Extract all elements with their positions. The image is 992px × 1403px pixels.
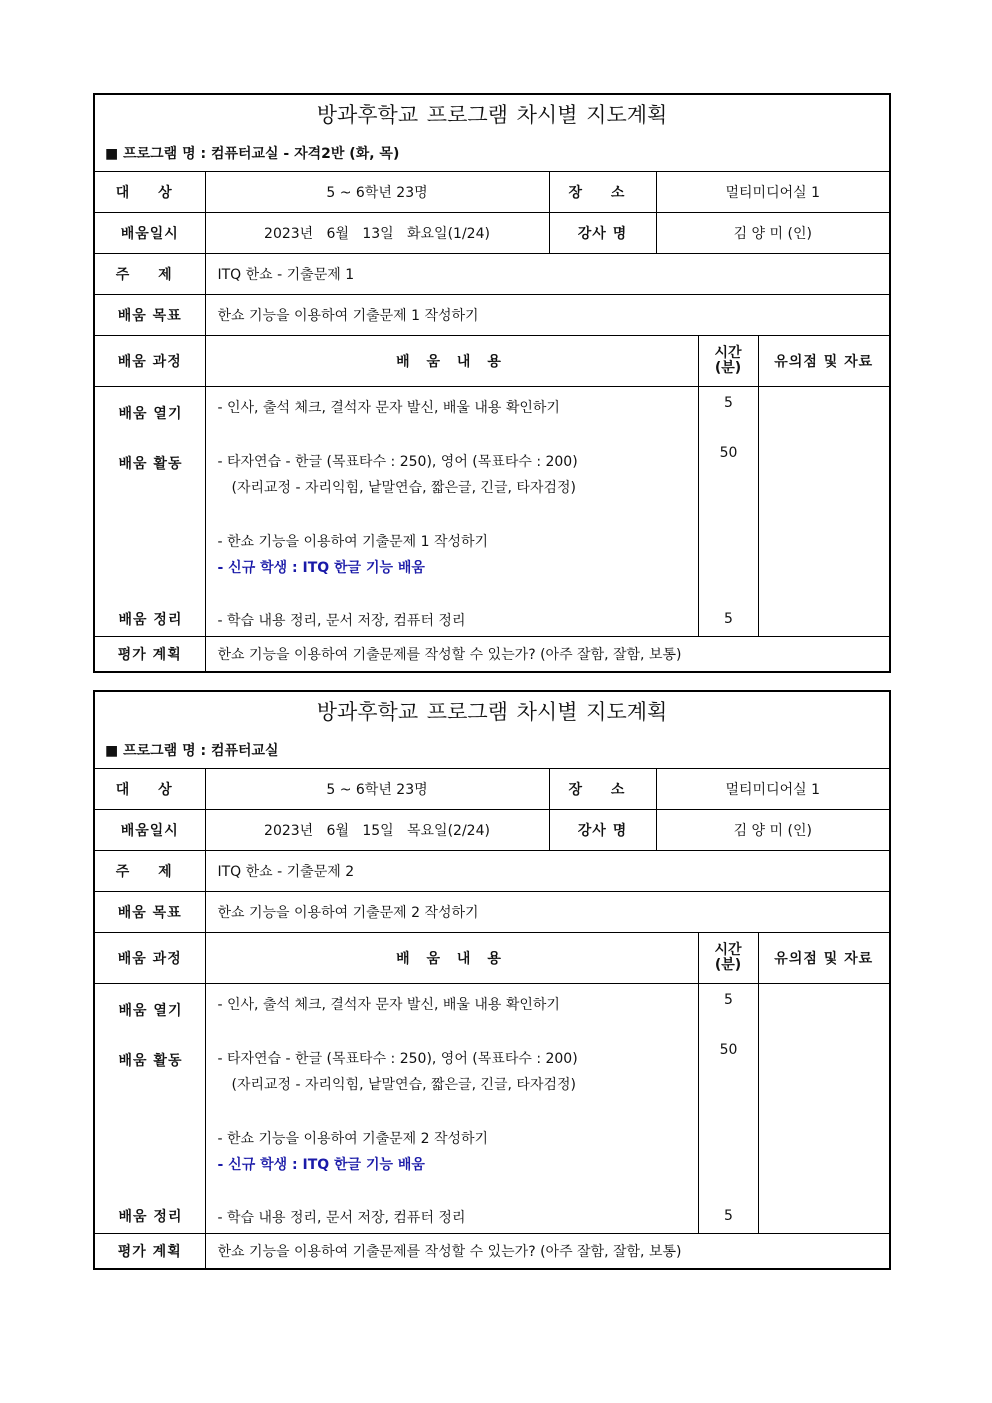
content-line-typing-sub: (자리교정 - 자리익힘, 낱말연습, 짧은글, 긴글, 타자검정)	[231, 480, 576, 496]
date-label: 배움일시	[94, 213, 205, 254]
topic-value: ITQ 한쇼 - 기출문제 1	[205, 254, 890, 295]
lesson-plan-2	[93, 690, 889, 1270]
time-close: 5	[724, 1208, 733, 1224]
stage-column	[94, 387, 205, 637]
content-line-close: - 학습 내용 정리, 문서 저장, 컴퓨터 정리	[217, 613, 466, 629]
stage-close: 배움 정리	[118, 612, 183, 628]
time-activity: 50	[719, 445, 738, 461]
date-value: 2023년 6월 15일 목요일(2/24)	[205, 810, 549, 851]
goal-value: 한쇼 기능을 이용하여 기출문제 1 작성하기	[205, 295, 890, 336]
content-line-task: - 한쇼 기능을 이용하여 기출문제 1 작성하기	[217, 534, 489, 550]
goal-label: 배움 목표	[94, 892, 205, 933]
lesson-plan-table	[93, 690, 891, 1270]
content-line-new-students: - 신규 학생 : ITQ 한글 기능 배움	[217, 560, 425, 576]
target-label: 대 상	[94, 769, 205, 810]
place-label: 장 소	[549, 769, 656, 810]
notes-column	[758, 984, 890, 1234]
content-line-typing: - 타자연습 - 한글 (목표타수 : 250), 영어 (목표타수 : 200)	[217, 1051, 578, 1067]
topic-label: 주 제	[94, 254, 205, 295]
eval-value: 한쇼 기능을 이용하여 기출문제를 작성할 수 있는가? (아주 잘함, 잘함, 보통)	[205, 1234, 890, 1270]
notes-label: 유의점 및 자료	[758, 336, 890, 387]
time-column	[698, 984, 758, 1234]
content-label: 배 움 내 용	[205, 336, 698, 387]
time-label: 시간 (분)	[698, 336, 758, 387]
goal-value: 한쇼 기능을 이용하여 기출문제 2 작성하기	[205, 892, 890, 933]
content-column	[205, 387, 698, 637]
notes-label: 유의점 및 자료	[758, 933, 890, 984]
process-label: 배움 과정	[94, 933, 205, 984]
teacher-label: 강사 명	[549, 213, 656, 254]
time-label: 시간 (분)	[698, 933, 758, 984]
target-value: 5 ~ 6학년 23명	[205, 172, 549, 213]
document-title: 방과후학교 프로그램 차시별 지도계획	[316, 103, 668, 127]
time-open: 5	[724, 395, 733, 411]
topic-value: ITQ 한쇼 - 기출문제 2	[205, 851, 890, 892]
stage-activity: 배움 활동	[118, 456, 183, 472]
place-label: 장 소	[549, 172, 656, 213]
content-line-typing-sub: (자리교정 - 자리익힘, 낱말연습, 짧은글, 긴글, 타자검정)	[231, 1077, 576, 1093]
lesson-plan-1	[93, 93, 889, 673]
program-name: ■ 프로그램 명 : 컴퓨터교실 - 자격2반 (화, 목)	[105, 146, 400, 162]
date-label: 배움일시	[94, 810, 205, 851]
content-line-new-students: - 신규 학생 : ITQ 한글 기능 배움	[217, 1157, 425, 1173]
stage-open: 배움 열기	[118, 406, 183, 422]
goal-label: 배움 목표	[94, 295, 205, 336]
date-value: 2023년 6월 13일 화요일(1/24)	[205, 213, 549, 254]
eval-label: 평가 계획	[94, 1234, 205, 1270]
content-line-typing: - 타자연습 - 한글 (목표타수 : 250), 영어 (목표타수 : 200)	[217, 454, 578, 470]
notes-column	[758, 387, 890, 637]
content-line-open: - 인사, 출석 체크, 결석자 문자 발신, 배울 내용 확인하기	[217, 997, 560, 1013]
time-column	[698, 387, 758, 637]
program-name: ■ 프로그램 명 : 컴퓨터교실	[105, 743, 279, 759]
stage-open: 배움 열기	[118, 1003, 183, 1019]
teacher-value: 김 양 미 (인)	[656, 810, 890, 851]
time-close: 5	[724, 611, 733, 627]
stage-close: 배움 정리	[118, 1209, 183, 1225]
target-value: 5 ~ 6학년 23명	[205, 769, 549, 810]
topic-label: 주 제	[94, 851, 205, 892]
document-title: 방과후학교 프로그램 차시별 지도계획	[316, 700, 668, 724]
teacher-value: 김 양 미 (인)	[656, 213, 890, 254]
place-value: 멀티미디어실 1	[656, 172, 890, 213]
eval-value: 한쇼 기능을 이용하여 기출문제를 작성할 수 있는가? (아주 잘함, 잘함, 보통)	[205, 637, 890, 673]
time-activity: 50	[719, 1042, 738, 1058]
teacher-label: 강사 명	[549, 810, 656, 851]
place-value: 멀티미디어실 1	[656, 769, 890, 810]
time-open: 5	[724, 992, 733, 1008]
stage-column	[94, 984, 205, 1234]
eval-label: 평가 계획	[94, 637, 205, 673]
stage-activity: 배움 활동	[118, 1053, 183, 1069]
target-label: 대 상	[94, 172, 205, 213]
content-line-close: - 학습 내용 정리, 문서 저장, 컴퓨터 정리	[217, 1210, 466, 1226]
content-label: 배 움 내 용	[205, 933, 698, 984]
lesson-plan-table	[93, 93, 891, 673]
content-line-open: - 인사, 출석 체크, 결석자 문자 발신, 배울 내용 확인하기	[217, 400, 560, 416]
content-line-task: - 한쇼 기능을 이용하여 기출문제 2 작성하기	[217, 1131, 489, 1147]
content-column	[205, 984, 698, 1234]
process-label: 배움 과정	[94, 336, 205, 387]
